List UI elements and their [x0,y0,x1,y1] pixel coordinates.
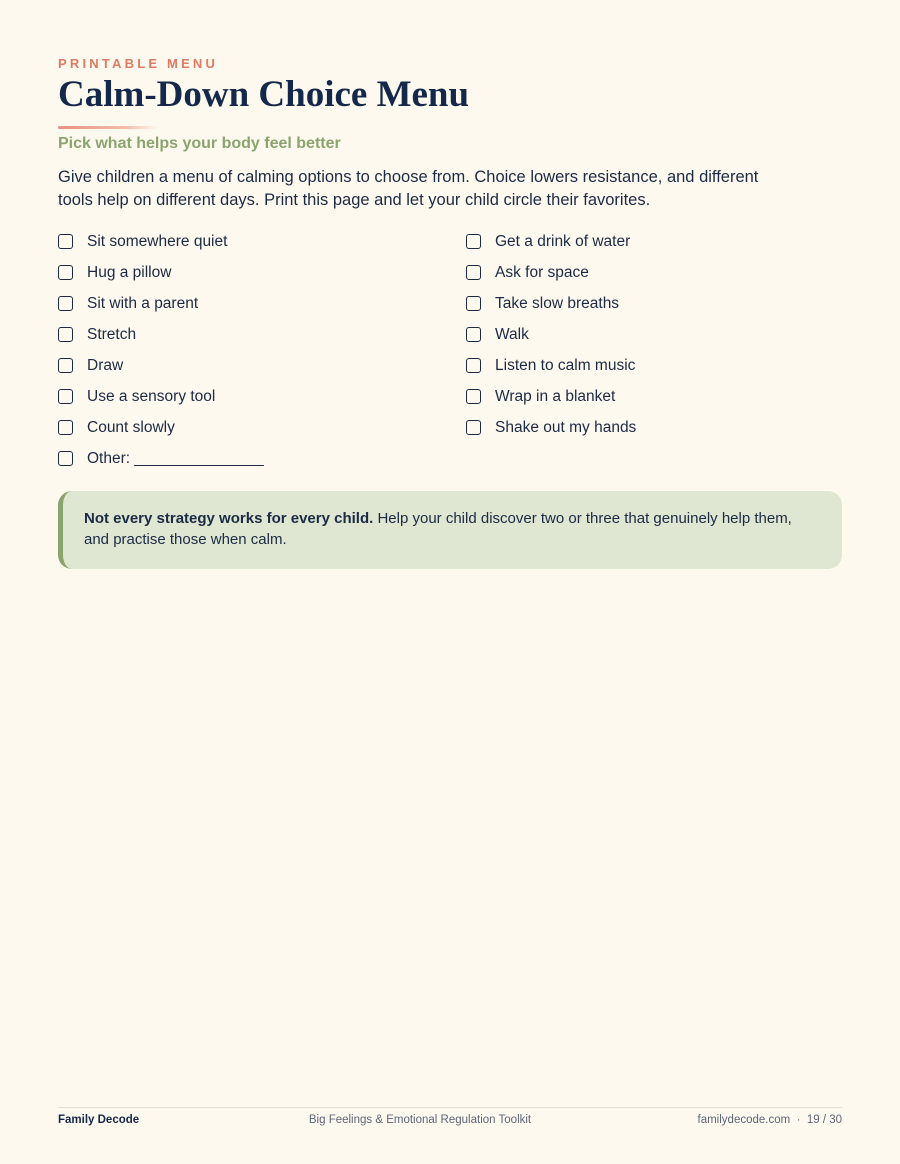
page-subtitle: Pick what helps your body feel better [58,135,341,152]
checkbox[interactable] [58,265,73,280]
checklist-item-label: Hug a pillow [87,263,172,281]
checklist-right-column [466,226,636,443]
checkbox[interactable] [466,420,481,435]
footer-brand: Family Decode [58,1114,140,1126]
checklist-item-label: Listen to calm music [495,356,636,374]
checklist-item-label: Ask for space [495,263,589,281]
eyebrow-label: PRINTABLE MENU [58,56,219,71]
checkbox[interactable] [58,234,73,249]
checklist-item-label: Wrap in a blanket [495,387,616,405]
checklist-item-label: Sit somewhere quiet [87,232,228,250]
checklist-item[interactable] [58,412,264,443]
checklist-item[interactable] [466,257,636,288]
checkbox[interactable] [58,327,73,342]
checkbox[interactable] [58,420,73,435]
checkbox[interactable] [58,296,73,311]
checklist-item[interactable] [466,288,636,319]
tip-callout [58,491,842,569]
printable-page [58,0,842,1164]
checklist-item[interactable] [466,350,636,381]
checklist-item[interactable] [466,381,636,412]
footer-toolkit-title: Big Feelings & Emotional Regulation Toolkit [308,1114,532,1126]
title-underline [58,126,158,129]
checklist-item[interactable] [466,319,636,350]
checklist-item-label: Walk [495,325,529,343]
checklist-item-label: Other: _______________ [87,449,264,467]
checklist-item[interactable] [58,288,264,319]
checklist-item-label: Stretch [87,325,137,343]
footer-site[interactable]: familydecode.com [697,1114,791,1126]
intro-paragraph: Give children a menu of calming options to choose from. Choice lowers resistance, and different tools help on different days. Print this page and let your child circle their favorites. [58,168,759,209]
checkbox[interactable] [466,265,481,280]
checklist-item[interactable] [58,381,264,412]
checklist-left-column [58,226,264,474]
checklist-item[interactable] [58,226,264,257]
checkbox[interactable] [466,296,481,311]
footer-page-number: 19 / 30 [806,1114,842,1126]
checklist-item-label: Shake out my hands [495,418,637,436]
checkbox[interactable] [466,234,481,249]
checkbox[interactable] [466,327,481,342]
callout-text: Help your child discover two or three that genuinely help them, and practise those when calm. [84,510,792,548]
checklist-item-label: Take slow breaths [495,294,620,312]
checkbox[interactable] [58,358,73,373]
callout-bold-text: Not every strategy works for every child. [84,510,374,527]
checklist-item[interactable] [58,350,264,381]
checklist-item[interactable] [466,226,636,257]
checklist-item[interactable] [58,257,264,288]
checklist-item-label: Use a sensory tool [87,387,216,405]
calm-down-checklist [58,226,842,476]
page-title: Calm-Down Choice Menu [58,74,470,115]
checklist-item-label: Sit with a parent [87,294,199,312]
footer-site-and-page [698,1114,842,1126]
checklist-item-other[interactable] [58,443,264,474]
footer-separator: · [796,1114,801,1126]
checklist-item-label: Count slowly [87,418,175,436]
checklist-item-label: Get a drink of water [495,232,631,250]
page-footer [58,1107,842,1138]
checklist-item[interactable] [466,412,636,443]
checklist-item-label: Draw [87,356,124,374]
checkbox[interactable] [466,389,481,404]
checkbox[interactable] [58,389,73,404]
checkbox[interactable] [466,358,481,373]
checkbox[interactable] [58,451,73,466]
checklist-item[interactable] [58,319,264,350]
